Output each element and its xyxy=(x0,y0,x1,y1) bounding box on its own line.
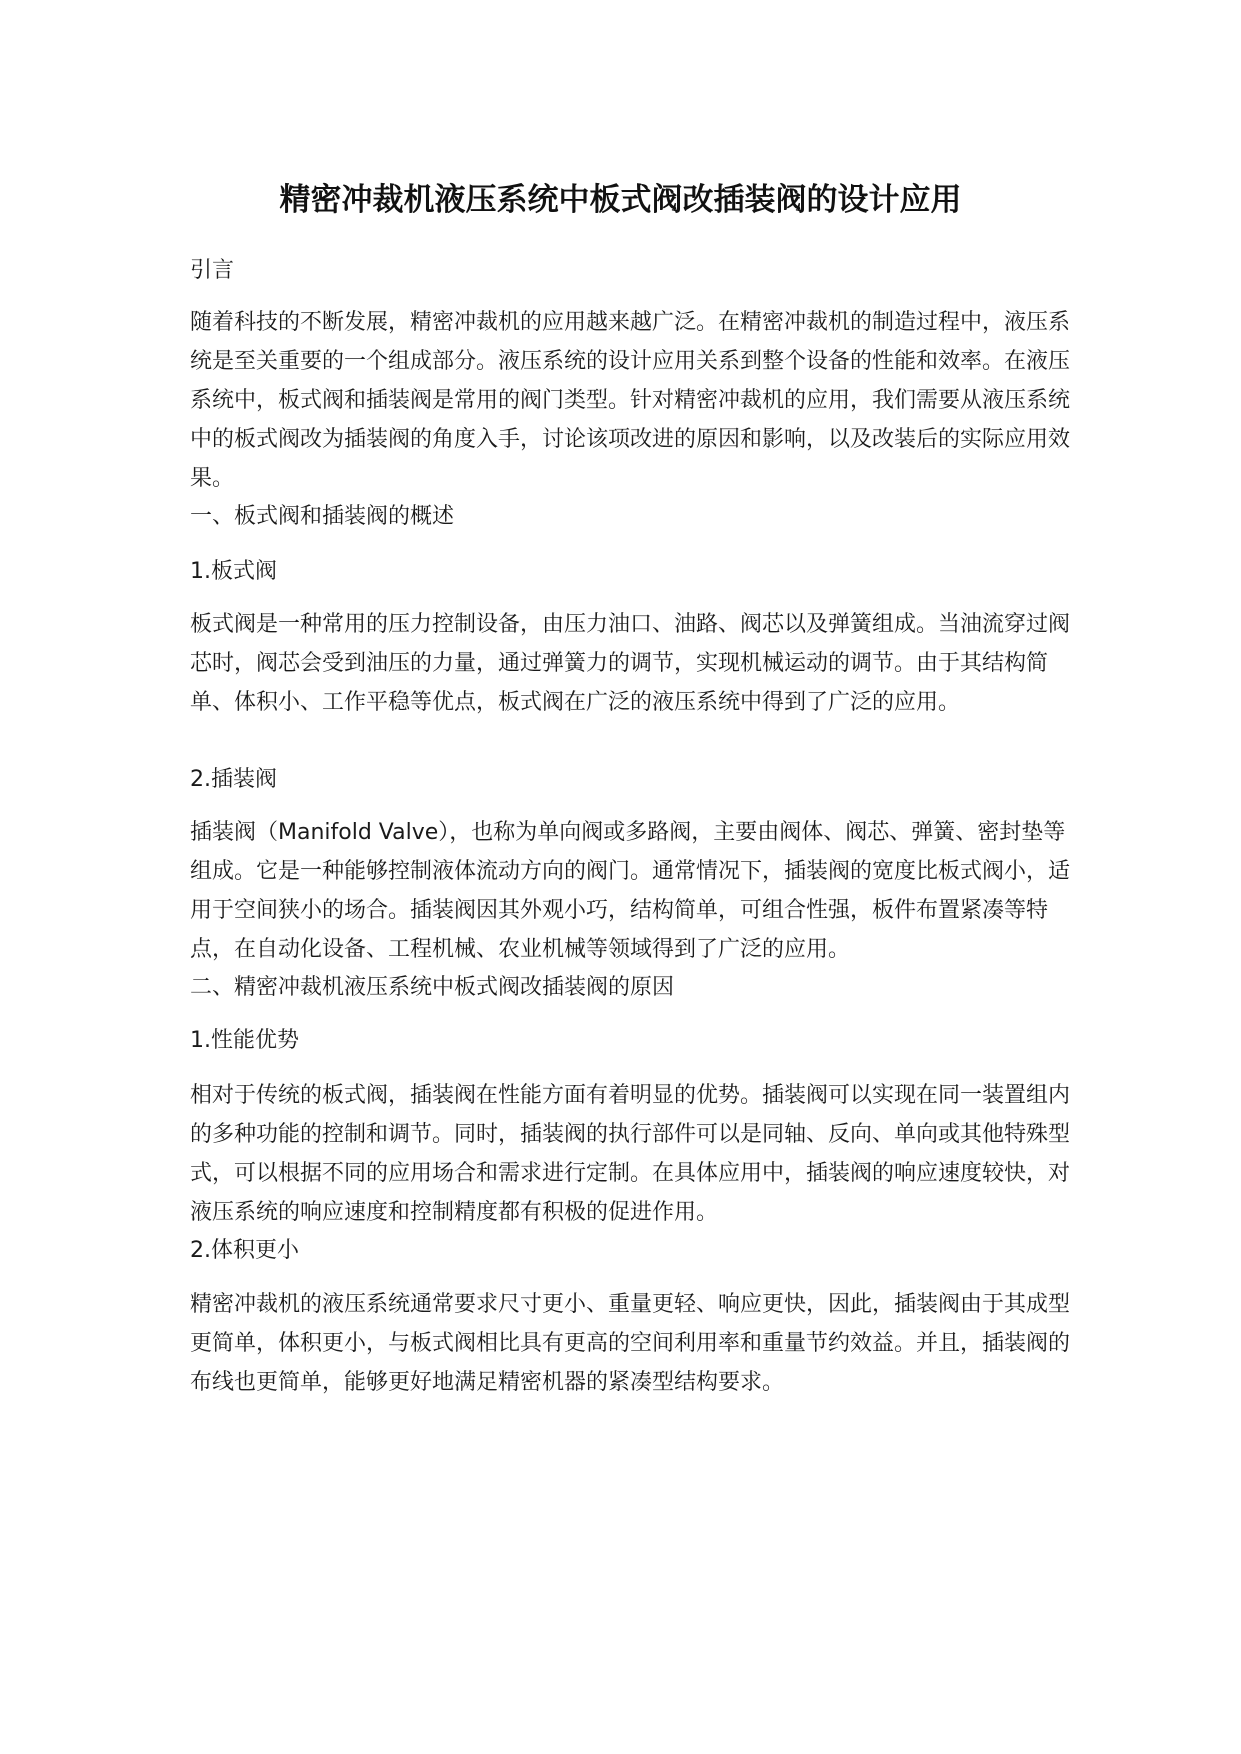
section1-heading: 一、板式阀和插装阀的概述 xyxy=(190,504,455,529)
section2-sub1-paragraph: 相对于传统的板式阀，插装阀在性能方面有着明显的优势。插装阀可以实现在同一装置组内的多种功能的控制和调节。同时，插装阀的执行部件可以是同轴、反向、单向或其他特殊型式，可以根据不同的应用场合和需求进行定制。在具体应用中，插装阀的响应速度较快，对液压系统的响应速度和控制精度都有积极的促进作用。 xyxy=(190,1083,1071,1225)
section1-sub2-heading: 2.插装阀 xyxy=(190,767,277,792)
section1-sub1-heading: 1.板式阀 xyxy=(190,559,277,584)
intro-heading: 引言 xyxy=(190,258,235,283)
section2-sub2-paragraph: 精密冲裁机的液压系统通常要求尺寸更小、重量更轻、响应更快，因此，插装阀由于其成型更简单，体积更小，与板式阀相比具有更高的空间利用率和重量节约效益。并且，插装阀的布线也更简单，能够更好地满足精密机器的紧凑型结构要求。 xyxy=(190,1292,1071,1395)
section1-sub2-paragraph: 插装阀（Manifold Valve），也称为单向阀或多路阀，主要由阀体、阀芯、弹簧、密封垫等组成。它是一种能够控制液体流动方向的阀门。通常情况下，插装阀的宽度比板式阀小，适用于空间狭小的场合。插装阀因其外观小巧，结构简单，可组合性强，板件布置紧凑等特点，在自动化设备、工程机械、农业机械等领域得到了广泛的应用。 xyxy=(190,820,1071,962)
document-title: 精密冲裁机液压系统中板式阀改插装阀的设计应用 xyxy=(279,182,962,218)
section2-sub2-heading: 2.体积更小 xyxy=(190,1238,299,1263)
section1-sub1-paragraph: 板式阀是一种常用的压力控制设备，由压力油口、油路、阀芯以及弹簧组成。当油流穿过阀芯时，阀芯会受到油压的力量，通过弹簧力的调节，实现机械运动的调节。由于其结构简单、体积小、工作平稳等优点，板式阀在广泛的液压系统中得到了广泛的应用。 xyxy=(190,612,1071,715)
section2-heading: 二、精密冲裁机液压系统中板式阀改插装阀的原因 xyxy=(190,975,675,1000)
intro-paragraph: 随着科技的不断发展，精密冲裁机的应用越来越广泛。在精密冲裁机的制造过程中，液压系统是至关重要的一个组成部分。液压系统的设计应用关系到整个设备的性能和效率。在液压系统中，板式阀和插装阀是常用的阀门类型。针对精密冲裁机的应用，我们需要从液压系统中的板式阀改为插装阀的角度入手，讨论该项改进的原因和影响，以及改装后的实际应用效果。 xyxy=(190,310,1071,491)
section2-sub1-heading: 1.性能优势 xyxy=(190,1028,299,1053)
